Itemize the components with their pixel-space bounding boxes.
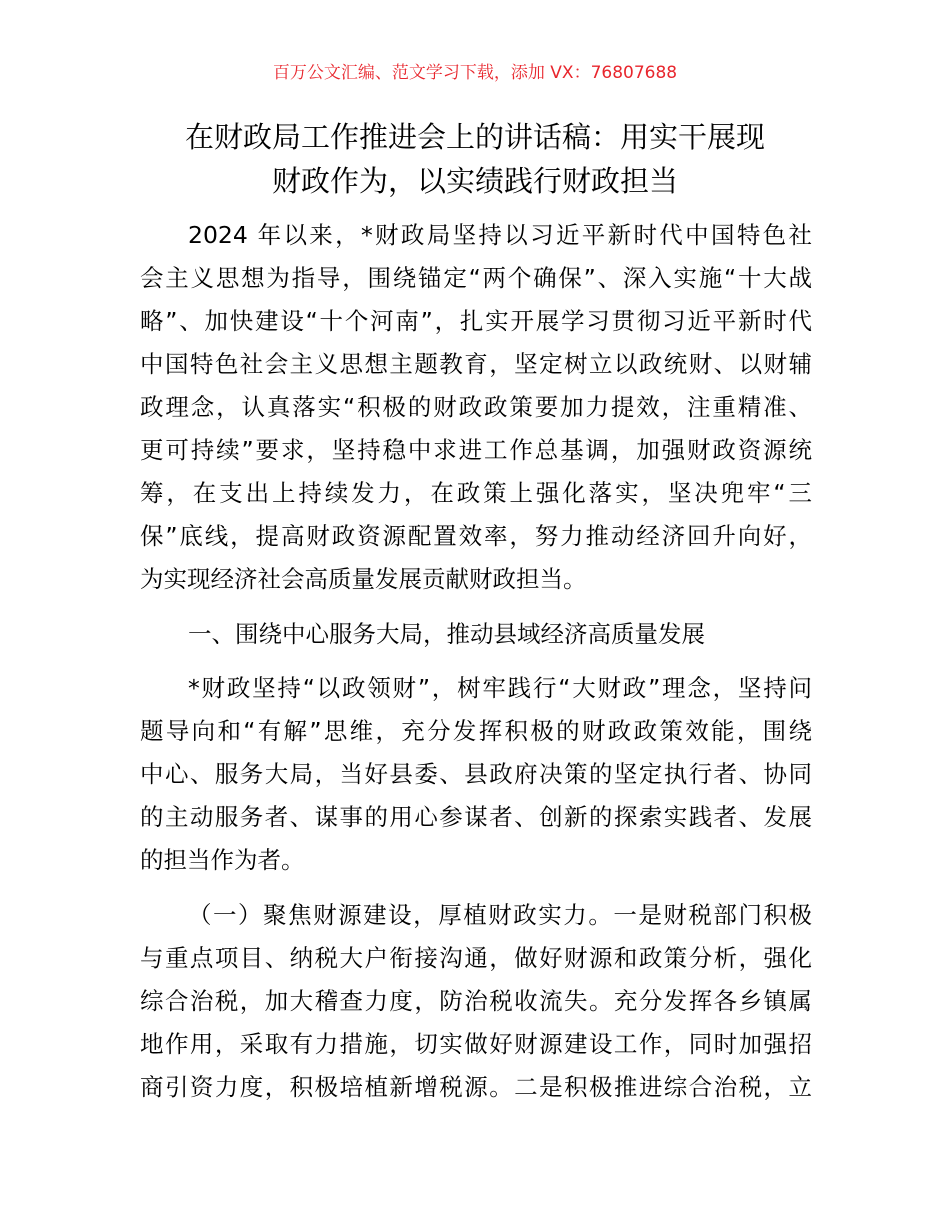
text-line: 更可持续”要求，坚持稳中求进工作总基调，加强财政资源统 [140,436,812,464]
text-line: 略”、加快建设“十个河南”，扎实开展学习贯彻习近平新时代 [140,307,812,335]
section-heading [140,613,812,656]
text-line: 筹，在支出上持续发力，在政策上强化落实，坚决兜牢“三 [140,479,812,507]
text-line: 商引资力度，积极培植新增税源。二是积极推进综合治税，立 [140,1073,812,1101]
text-line: 中国特色社会主义思想主题教育，坚定树立以政统财、以财辅 [140,350,812,378]
text-line: 会主义思想为指导，围绕锚定“两个确保”、深入实施“十大战 [140,264,812,292]
text-line: 的主动服务者、谋事的用心参谋者、创新的探索实践者、发展 [140,803,812,831]
text-line: 综合治税，加大稽查力度，防治税收流失。充分发挥各乡镇属 [140,987,812,1015]
text-line: 保”底线，提高财政资源配置效率，努力推动经济回升向好， [140,522,812,550]
text-line: 地作用，采取有力措施，切实做好财源建设工作，同时加强招 [140,1030,812,1058]
paragraph-intro [140,214,812,601]
text-line: 政理念，认真落实“积极的财政政策要加力提效，注重精准、 [140,393,812,421]
text-line: 的担当作为者。 [140,846,305,874]
title-line: 财政作为，以实绩践行财政担当 [271,164,678,198]
text-line: 与重点项目、纳税大户衔接沟通，做好财源和政策分析，强化 [140,944,812,972]
title-line: 在财政局工作推进会上的讲话稿：用实干展现 [184,120,765,154]
text-line: 为实现经济社会高质量发展贡献财政担当。 [140,565,587,593]
paragraph-subsection-1 [140,894,812,1109]
text-line: 2024 年以来，*财政局坚持以习近平新时代中国特色社 [188,221,812,249]
text-line: 题导向和“有解”思维，充分发挥积极的财政政策效能，围绕 [140,717,812,745]
text-line: *财政坚持“以政领财”，树牢践行“大财政”理念，坚持问 [188,674,812,702]
text-line: 中心、服务大局，当好县委、县政府决策的坚定执行者、协同 [140,760,812,788]
text-line: 一、围绕中心服务大局，推动县域经济高质量发展 [188,620,705,648]
paragraph-section-intro [140,667,812,882]
document-title [0,115,950,203]
watermark-header: 百万公文汇编、范文学习下载，添加 VX：76807688 [272,63,678,83]
text-line: （一）聚焦财源建设，厚植财政实力。一是财税部门积极 [188,901,812,929]
